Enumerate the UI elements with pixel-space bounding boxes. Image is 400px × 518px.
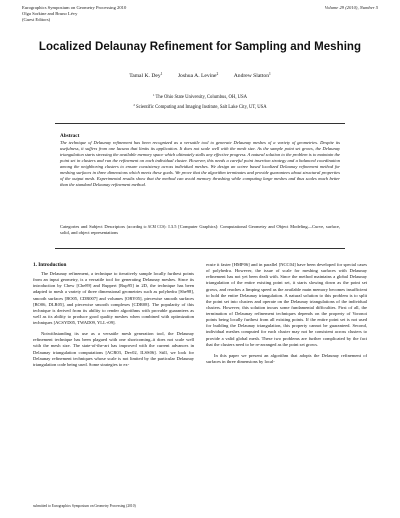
paragraph: The Delaunay refinement, a technique to iteratively sample locally furthest points from an input geometry, is a versatile tool for generating Delaunay meshes. Since its introduction by Chew [Che89] and Ruppert [Rup95] in 2D, the technique has been adapted to mesh a variety of three dimensional geometries such as polyhedra [She98], smooth surfaces [BO05, CDR007] and volumes [ORY05], piecewise smooth surfaces [BO06, DLR05], and piecewise smooth complexes [CDR08]. The popularity of this technique is derived from its ability to render algorithms with provable guarantees as well as its ability to produce good quality meshes when combined with optimization techniques [ACSYD05, TWAD09, YLL+09]. <box>33 271 194 325</box>
author-affil-mark: 2 <box>216 72 219 76</box>
journal-header <box>22 5 126 23</box>
paragraph: In this paper we present an algorithm that adopts the Delaunay refinement of surfaces in three dimensions by local- <box>206 352 367 364</box>
left-column <box>33 271 194 368</box>
author-affil-mark: 1 <box>160 72 163 76</box>
section-heading: 1. Introduction <box>33 262 67 268</box>
paper-title: Localized Delaunay Refinement for Sampling and Meshing <box>38 41 362 53</box>
categories-lead: Categories and Subject Descriptors <box>60 224 126 229</box>
categories <box>60 224 340 236</box>
header-line: Eurographics Symposium on Geometry Processing 2010 <box>22 5 127 10</box>
affiliation <box>0 102 400 112</box>
volume-header: Volume 29 (2010), Number 5 <box>324 5 378 10</box>
abstract-text: The technique of Delaunay refinement has been recognized as a versatile tool to generate Delaunay meshes of a variety of geometries. Despite its usefulness, it suffers from one lacuna that limits its application. It does not scale well with the mesh size. As the sample point set grows, the Delaunay triangulation starts stressing the available memory space which ultimately stalls any effective progress. A natural solution to the problem is to maintain the point set in clusters and run the refinement on each individual cluster. However, this needs a careful point insertion strategy and a balanced coordination among the neighboring clusters to ensure consistency across individual meshes. We design an octree based localized Delaunay refinement method for meshing surfaces in three dimensions which meets these goals. We prove that the algorithm terminates and provide guarantees about structural properties of the output mesh. Experimental results show that the method can avoid memory thrashing while computing large meshes and thus scales much better than the standard Delaunay refinement method. <box>60 140 340 188</box>
categories-note: (according to ACM CCS) <box>126 225 166 229</box>
paragraph: Notwithstanding its use as a versatile mesh generation tool, the Delaunay refinement technique has been plagued with one shortcoming–it does not scale well with the mesh size. The state-of-the-art has improved with the current advances in Delaunay triangulation computations [ACR03, Dev02, ILSS06]. Still, we look for Delaunay refinement techniques whose scale is not limited by the particular Delaunay triangulation code being used. Some strategies to ex- <box>33 331 194 367</box>
affiliation-text: Scientific Computing and Imaging Institute, Salt Lake City, UT, USA <box>136 104 267 110</box>
author <box>129 72 162 79</box>
affiliation-text: The Ohio State University, Columbus, OH, USA <box>155 95 248 100</box>
author-affil-mark: 1 <box>269 72 271 76</box>
author <box>178 72 218 79</box>
author-name: Tamal K. Dey <box>129 73 161 79</box>
affiliation-mark: 2 <box>133 102 135 107</box>
affiliation-mark: 1 <box>152 93 155 97</box>
page-footer: submitted to Eurographics Symposium on Geometry Processing (2010) <box>33 504 136 508</box>
author-name: Joshua A. Levine <box>177 73 217 79</box>
header-line: (Guest Editors) <box>22 17 51 22</box>
affiliation <box>0 92 400 102</box>
abstract-bottom-rule <box>55 248 345 249</box>
abstract-top-rule <box>55 123 345 124</box>
author-list <box>0 72 400 79</box>
categories-text: : I.3.5 [Computer Graphics]: Computational Geometry and Object Modeling—Curve, surface, solid, and object representations <box>60 224 341 236</box>
paragraph: ecute it faster [HMP06] and in parallel [NCC04] have been developed for special cases of polyhedra. However, the issue of scale for meshing surfaces with Delaunay refinement has not yet been dealt with. Since the method maintains a global Delaunay triangulation of the entire existing point set, it starts slowing down as the point set grows, and reaches a limping speed as the available main memory becomes insufficient to hold the entire Delaunay triangulation. A natural solution to this problem is to split the point set into clusters and operate on the Delaunay triangulations of the individual clusters. However, this solution incurs some fundamental difficulties. First of all, the termination of Delaunay refinement techniques depends on the property of Voronoi points being locally furthest from all existing points. If the entire point set is not used for building the Delaunay triangulation, this property cannot be guaranteed. Second, individual meshes computed for each cluster may not be consistent across clusters to provide a valid global mesh. These two problems are further complicated by the fact that the clusters need to be re-arranged as the point set grows. <box>206 262 367 347</box>
header-line: Olga Sorkine and Bruno Lévy <box>22 11 78 16</box>
author-name: Andrew Slatton <box>233 73 270 79</box>
author <box>234 72 271 79</box>
right-column <box>206 262 367 365</box>
affiliations <box>0 92 400 111</box>
abstract-heading: Abstract <box>60 133 80 139</box>
